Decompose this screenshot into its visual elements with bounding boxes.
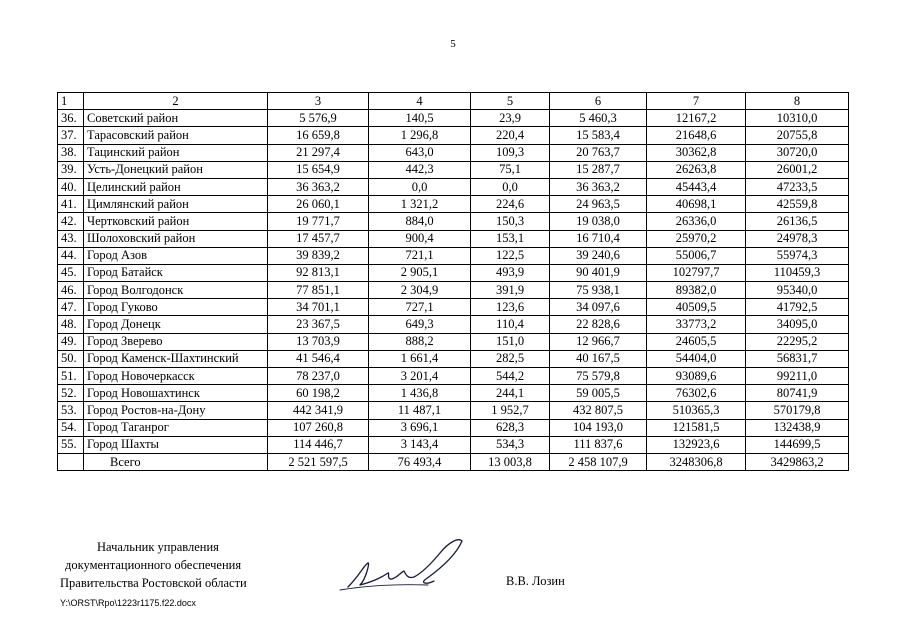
header-cell: 6 <box>550 93 647 110</box>
value-cell: 26263,8 <box>647 161 746 178</box>
value-cell: 26336,0 <box>647 213 746 230</box>
total-row <box>58 453 849 470</box>
value-cell: 5 460,3 <box>550 110 647 127</box>
value-cell: 5 576,9 <box>268 110 369 127</box>
value-cell: 33773,2 <box>647 316 746 333</box>
value-cell: 643,0 <box>369 144 471 161</box>
district-name: Шолоховский район <box>84 230 268 247</box>
value-cell: 42559,8 <box>746 196 849 213</box>
total-value-cell <box>58 453 84 470</box>
value-cell: 22 828,6 <box>550 316 647 333</box>
value-cell: 60 198,2 <box>268 385 369 402</box>
district-name: Тарасовский район <box>84 127 268 144</box>
value-cell: 3 201,4 <box>369 368 471 385</box>
value-cell: 1 321,2 <box>369 196 471 213</box>
value-cell: 3 143,4 <box>369 436 471 453</box>
row-number: 41. <box>58 196 84 213</box>
total-value-cell: 2 458 107,9 <box>550 453 647 470</box>
value-cell: 442 341,9 <box>268 402 369 419</box>
table-row <box>58 178 849 195</box>
value-cell: 20755,8 <box>746 127 849 144</box>
table-row <box>58 419 849 436</box>
value-cell: 45443,4 <box>647 178 746 195</box>
row-number: 36. <box>58 110 84 127</box>
value-cell: 132923,6 <box>647 436 746 453</box>
value-cell: 282,5 <box>471 350 550 367</box>
table-row <box>58 368 849 385</box>
value-cell: 34 097,6 <box>550 299 647 316</box>
row-number: 45. <box>58 264 84 281</box>
total-value-cell: 2 521 597,5 <box>268 453 369 470</box>
district-name: Целинский район <box>84 178 268 195</box>
district-name: Город Таганрог <box>84 419 268 436</box>
value-cell: 10310,0 <box>746 110 849 127</box>
value-cell: 23,9 <box>471 110 550 127</box>
table-row <box>58 436 849 453</box>
district-name: Тацинский район <box>84 144 268 161</box>
header-cell: 3 <box>268 93 369 110</box>
value-cell: 24 963,5 <box>550 196 647 213</box>
value-cell: 432 807,5 <box>550 402 647 419</box>
value-cell: 15 583,4 <box>550 127 647 144</box>
value-cell: 41 546,4 <box>268 350 369 367</box>
value-cell: 39 240,6 <box>550 247 647 264</box>
value-cell: 1 952,7 <box>471 402 550 419</box>
value-cell: 16 659,8 <box>268 127 369 144</box>
value-cell: 15 287,7 <box>550 161 647 178</box>
value-cell: 26 060,1 <box>268 196 369 213</box>
value-cell: 55974,3 <box>746 247 849 264</box>
total-value-cell: 76 493,4 <box>369 453 471 470</box>
value-cell: 151,0 <box>471 333 550 350</box>
table-row <box>58 282 849 299</box>
value-cell: 40698,1 <box>647 196 746 213</box>
value-cell: 21 297,4 <box>268 144 369 161</box>
value-cell: 123,6 <box>471 299 550 316</box>
value-cell: 628,3 <box>471 419 550 436</box>
value-cell: 39 839,2 <box>268 247 369 264</box>
header-cell: 4 <box>369 93 471 110</box>
header-cell: 8 <box>746 93 849 110</box>
total-label: Всего <box>84 453 268 470</box>
district-name: Цимлянский район <box>84 196 268 213</box>
value-cell: 16 710,4 <box>550 230 647 247</box>
value-cell: 110,4 <box>471 316 550 333</box>
row-number: 40. <box>58 178 84 195</box>
district-name: Город Азов <box>84 247 268 264</box>
table-row <box>58 230 849 247</box>
table-row <box>58 196 849 213</box>
value-cell: 40509,5 <box>647 299 746 316</box>
total-value-cell: 3248306,8 <box>647 453 746 470</box>
value-cell: 76302,6 <box>647 385 746 402</box>
value-cell: 13 703,9 <box>268 333 369 350</box>
value-cell: 80741,9 <box>746 385 849 402</box>
value-cell: 721,1 <box>369 247 471 264</box>
value-cell: 534,3 <box>471 436 550 453</box>
value-cell: 24978,3 <box>746 230 849 247</box>
value-cell: 140,5 <box>369 110 471 127</box>
value-cell: 47233,5 <box>746 178 849 195</box>
header-cell: 7 <box>647 93 746 110</box>
value-cell: 2 905,1 <box>369 264 471 281</box>
value-cell: 30720,0 <box>746 144 849 161</box>
value-cell: 22295,2 <box>746 333 849 350</box>
value-cell: 99211,0 <box>746 368 849 385</box>
value-cell: 510365,3 <box>647 402 746 419</box>
value-cell: 391,9 <box>471 282 550 299</box>
value-cell: 1 296,8 <box>369 127 471 144</box>
table-row <box>58 299 849 316</box>
row-number: 53. <box>58 402 84 419</box>
value-cell: 36 363,2 <box>268 178 369 195</box>
value-cell: 95340,0 <box>746 282 849 299</box>
value-cell: 888,2 <box>369 333 471 350</box>
value-cell: 36 363,2 <box>550 178 647 195</box>
value-cell: 132438,9 <box>746 419 849 436</box>
row-number: 47. <box>58 299 84 316</box>
district-name: Город Шахты <box>84 436 268 453</box>
value-cell: 150,3 <box>471 213 550 230</box>
value-cell: 122,5 <box>471 247 550 264</box>
row-number: 51. <box>58 368 84 385</box>
value-cell: 93089,6 <box>647 368 746 385</box>
value-cell: 15 654,9 <box>268 161 369 178</box>
value-cell: 224,6 <box>471 196 550 213</box>
district-name: Город Донецк <box>84 316 268 333</box>
value-cell: 26001,2 <box>746 161 849 178</box>
header-cell: 2 <box>84 93 268 110</box>
value-cell: 11 487,1 <box>369 402 471 419</box>
table-header <box>58 93 849 110</box>
signature-title-line2: документационного обеспечения <box>65 558 242 572</box>
row-number: 37. <box>58 127 84 144</box>
row-number: 50. <box>58 350 84 367</box>
value-cell: 78 237,0 <box>268 368 369 385</box>
value-cell: 75 938,1 <box>550 282 647 299</box>
district-name: Советский район <box>84 110 268 127</box>
value-cell: 1 661,4 <box>369 350 471 367</box>
value-cell: 144699,5 <box>746 436 849 453</box>
table-row <box>58 316 849 333</box>
value-cell: 55006,7 <box>647 247 746 264</box>
value-cell: 25970,2 <box>647 230 746 247</box>
value-cell: 102797,7 <box>647 264 746 281</box>
district-name: Город Новочеркасск <box>84 368 268 385</box>
value-cell: 544,2 <box>471 368 550 385</box>
row-number: 39. <box>58 161 84 178</box>
table-row <box>58 213 849 230</box>
value-cell: 59 005,5 <box>550 385 647 402</box>
value-cell: 21648,6 <box>647 127 746 144</box>
header-cell: 1 <box>58 93 84 110</box>
value-cell: 109,3 <box>471 144 550 161</box>
table-row <box>58 264 849 281</box>
district-name: Город Каменск-Шахтинский <box>84 350 268 367</box>
value-cell: 23 367,5 <box>268 316 369 333</box>
value-cell: 24605,5 <box>647 333 746 350</box>
header-cell: 5 <box>471 93 550 110</box>
row-number: 42. <box>58 213 84 230</box>
table-row <box>58 385 849 402</box>
value-cell: 442,3 <box>369 161 471 178</box>
row-number: 38. <box>58 144 84 161</box>
value-cell: 244,1 <box>471 385 550 402</box>
value-cell: 104 193,0 <box>550 419 647 436</box>
table-row <box>58 333 849 350</box>
value-cell: 110459,3 <box>746 264 849 281</box>
row-number: 44. <box>58 247 84 264</box>
row-number: 46. <box>58 282 84 299</box>
value-cell: 20 763,7 <box>550 144 647 161</box>
table-row <box>58 161 849 178</box>
signature-title-line3: Правительства Ростовской области <box>60 576 247 590</box>
table-row <box>58 127 849 144</box>
value-cell: 0,0 <box>471 178 550 195</box>
district-name: Город Волгодонск <box>84 282 268 299</box>
value-cell: 0,0 <box>369 178 471 195</box>
value-cell: 727,1 <box>369 299 471 316</box>
value-cell: 570179,8 <box>746 402 849 419</box>
value-cell: 12 966,7 <box>550 333 647 350</box>
value-cell: 54404,0 <box>647 350 746 367</box>
value-cell: 34 701,1 <box>268 299 369 316</box>
district-name: Город Зверево <box>84 333 268 350</box>
value-cell: 493,9 <box>471 264 550 281</box>
value-cell: 34095,0 <box>746 316 849 333</box>
value-cell: 19 771,7 <box>268 213 369 230</box>
total-value-cell: 3429863,2 <box>746 453 849 470</box>
row-number: 54. <box>58 419 84 436</box>
table-row <box>58 402 849 419</box>
value-cell: 111 837,6 <box>550 436 647 453</box>
table-row <box>58 110 849 127</box>
district-name: Город Ростов-на-Дону <box>84 402 268 419</box>
value-cell: 1 436,8 <box>369 385 471 402</box>
row-number: 43. <box>58 230 84 247</box>
district-name: Город Новошахтинск <box>84 385 268 402</box>
district-name: Усть-Донецкий район <box>84 161 268 178</box>
signature-block <box>60 538 247 592</box>
value-cell: 92 813,1 <box>268 264 369 281</box>
value-cell: 75,1 <box>471 161 550 178</box>
total-value-cell: 13 003,8 <box>471 453 550 470</box>
value-cell: 220,4 <box>471 127 550 144</box>
table-row <box>58 144 849 161</box>
district-name: Город Батайск <box>84 264 268 281</box>
value-cell: 56831,7 <box>746 350 849 367</box>
table-row <box>58 247 849 264</box>
value-cell: 40 167,5 <box>550 350 647 367</box>
row-number: 52. <box>58 385 84 402</box>
file-path: Y:\ORST\Rpo\1223r1175.f22.docx <box>60 598 196 608</box>
value-cell: 19 038,0 <box>550 213 647 230</box>
value-cell: 12167,2 <box>647 110 746 127</box>
header-row <box>58 93 849 110</box>
district-name: Чертковский район <box>84 213 268 230</box>
row-number: 55. <box>58 436 84 453</box>
value-cell: 114 446,7 <box>268 436 369 453</box>
signature-title-line1: Начальник управления <box>97 540 219 554</box>
district-name: Город Гуково <box>84 299 268 316</box>
value-cell: 107 260,8 <box>268 419 369 436</box>
value-cell: 26136,5 <box>746 213 849 230</box>
value-cell: 121581,5 <box>647 419 746 436</box>
signer-name: В.В. Лозин <box>506 574 565 588</box>
value-cell: 75 579,8 <box>550 368 647 385</box>
row-number: 48. <box>58 316 84 333</box>
value-cell: 649,3 <box>369 316 471 333</box>
value-cell: 41792,5 <box>746 299 849 316</box>
value-cell: 3 696,1 <box>369 419 471 436</box>
value-cell: 2 304,9 <box>369 282 471 299</box>
value-cell: 17 457,7 <box>268 230 369 247</box>
value-cell: 89382,0 <box>647 282 746 299</box>
value-cell: 900,4 <box>369 230 471 247</box>
value-cell: 90 401,9 <box>550 264 647 281</box>
value-cell: 30362,8 <box>647 144 746 161</box>
value-cell: 884,0 <box>369 213 471 230</box>
row-number: 49. <box>58 333 84 350</box>
budget-table <box>57 92 849 471</box>
table-row <box>58 350 849 367</box>
page-number: 5 <box>450 38 456 50</box>
value-cell: 77 851,1 <box>268 282 369 299</box>
table-body <box>58 110 849 471</box>
value-cell: 153,1 <box>471 230 550 247</box>
handwritten-signature-icon <box>330 535 480 595</box>
